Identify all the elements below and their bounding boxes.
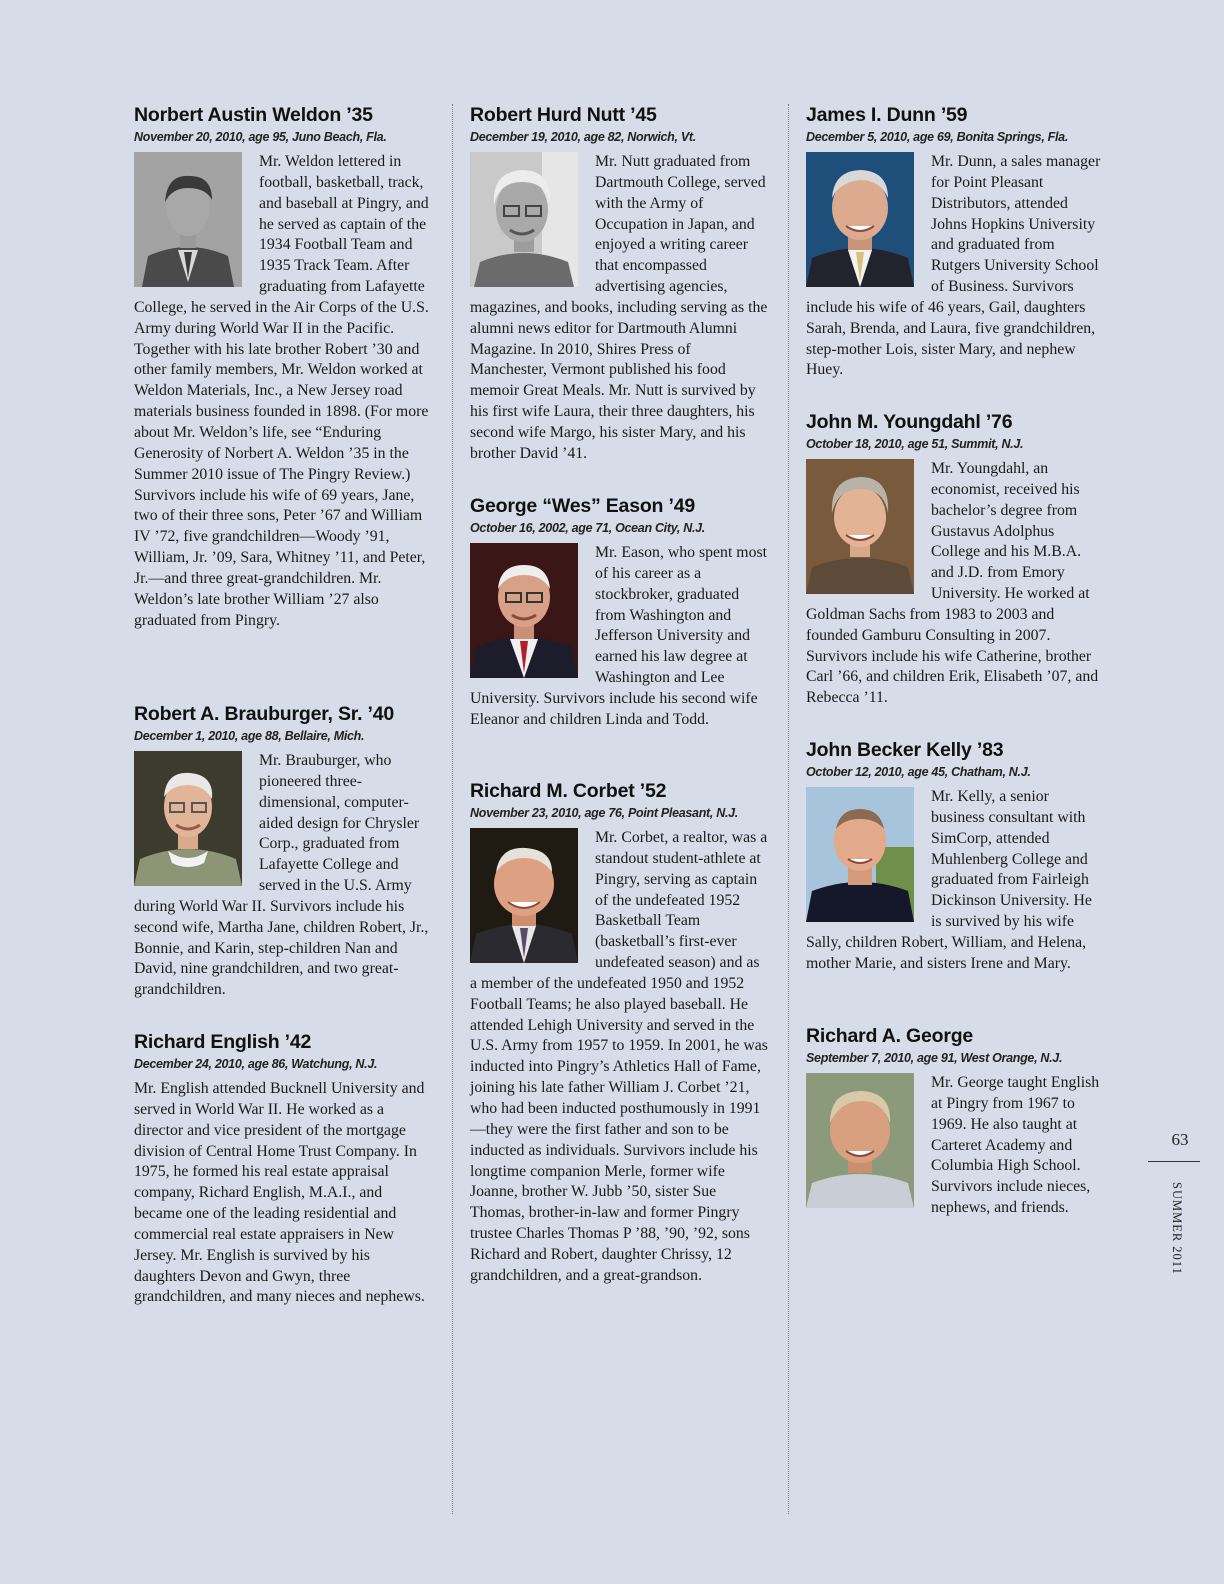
obituary-date-place: November 20, 2010, age 95, Juno Beach, Fla. [134, 130, 387, 144]
obituary-date-place: December 19, 2010, age 82, Norwich, Vt. [470, 130, 696, 144]
page-number: 63 [1171, 1130, 1189, 1149]
portrait-photo [134, 751, 242, 886]
obituary-entry [134, 104, 434, 631]
obituary-entry [806, 411, 1106, 709]
obituary-date-place: December 1, 2010, age 88, Bellaire, Mich. [134, 729, 365, 743]
portrait-photo [470, 152, 578, 287]
obituary-name: John Becker Kelly ’83 [806, 739, 1004, 761]
obituary-text: Mr. Dunn, a sales manager for Point Pleasant Distributors, attended Johns Hopkins University and graduated from Rutgers University School of Business. Survivors include his wife of 46 years, Gail, daughters Sarah, Brenda, and Laura, five grandchildren, step-mother Lois, sister Mary, and nephew Huey. [806, 153, 1101, 379]
page-number-rule [1148, 1161, 1200, 1162]
obituary-date-place: December 24, 2010, age 86, Watchung, N.J. [134, 1057, 378, 1071]
obituary-date-place: December 5, 2010, age 69, Bonita Springs, Fla. [806, 130, 1069, 144]
column-2 [470, 104, 770, 1284]
portrait-photo [806, 152, 914, 287]
obituary-entry [134, 703, 434, 1001]
obituary-date-place: October 12, 2010, age 45, Chatham, N.J. [806, 765, 1031, 779]
column-divider [788, 104, 789, 1514]
obituary-entry [806, 739, 1106, 975]
obituary-name: Robert A. Brauburger, Sr. ’40 [134, 703, 395, 725]
obituary-name: Robert Hurd Nutt ’45 [470, 104, 657, 126]
portrait-photo [806, 459, 914, 594]
obituary-text: Mr. Nutt graduated from Dartmouth College, served with the Army of Occupation in Japan, and enjoyed a writing career that encompassed advertising agencies, magazines, and books, including serving as the alumni news editor for Dartmouth Alumni Magazine. In 2010, Shires Press of Manchester, Vermont published his food memoir Great Meals. Mr. Nutt is survived by his first wife Laura, their three daughters, his second wife Margo, his sister Mary, and his brother David ’41. [470, 153, 768, 462]
column-divider [452, 104, 453, 1514]
obituary-entry [470, 780, 770, 1287]
obituary-date-place: November 23, 2010, age 76, Point Pleasant, N.J. [470, 806, 738, 820]
obituary-text: Mr. Corbet, a realtor, was a standout student-athlete at Pingry, serving as captain of the undefeated 1952 Basketball Team (basketball’s first-ever undefeated season) and as a member of the undefeated 1950 and 1952 Football Teams; he also played baseball. He attended Lehigh University and served in the U.S. Army from 1957 to 1959. In 2001, he was inducted into Pingry’s Athletics Hall of Fame, joining his late father William J. Corbet ’21, who had been inducted posthumously in 1991—they were the first father and son to be inducted as individuals. Survivors include his longtime companion Merle, former wife Joanne, brother W. Jubb ’50, sister Sue Thomas, brother-in-law and former Pingry trustee Charles Thomas P ’88, ’90, ’92, sons Richard and Robert, daughter Chrissy, 12 grandchildren, and a great-grandson. [470, 829, 768, 1284]
obituary-text: Mr. Eason, who spent most of his career as a stockbroker, graduated from Washington and Jefferson University and earned his law degree at Washington and Lee University. Survivors include his second wife Eleanor and children Linda and Todd. [470, 544, 768, 728]
obituary-name: Richard A. George [806, 1025, 974, 1047]
obituary-name: Richard English ’42 [134, 1031, 312, 1053]
obituary-entry [134, 1031, 434, 1308]
portrait-photo [470, 543, 578, 678]
portrait-photo [134, 152, 242, 287]
obituary-name: Norbert Austin Weldon ’35 [134, 104, 373, 126]
obituary-text: Mr. Weldon lettered in football, basketball, track, and baseball at Pingry, and he served as captain of the 1934 Football Team and 1935 Track Team. After graduating from Lafayette College, he served in the Air Corps of the U.S. Army during World War II in the Pacific. Together with his late brother Robert ’30 and other family members, Mr. Weldon worked at Weldon Materials, Inc., a New Jersey road materials business founded in 1898. (For more about Mr. Weldon’s life, see “Enduring Generosity of Norbert A. Weldon ’35 in the Summer 2010 issue of The Pingry Review.) Survivors include his wife of 69 years, Jane, two of their three sons, Peter ’67 and William IV ’72, five grandchildren—Woody ’91, William, Jr. ’09, Sara, Whitney ’11, and Peter, Jr.—and three great-grandchildren. Mr. Weldon’s late brother William ’27 also graduated from Pingry. [134, 153, 429, 629]
obituary-name: John M. Youngdahl ’76 [806, 411, 1013, 433]
obituary-name: Richard M. Corbet ’52 [470, 780, 667, 802]
obituary-entry [806, 104, 1106, 381]
obituary-entry [470, 104, 770, 465]
portrait-photo [806, 1073, 914, 1208]
obituary-text: Mr. George taught English at Pingry from 1967 to 1969. He also taught at Carteret Academy and Columbia High School. Survivors include nieces, nephews, and friends. [931, 1074, 1100, 1217]
portrait-photo [806, 787, 914, 922]
obituary-text: Mr. Kelly, a senior business consultant with SimCorp, attended Muhlenberg College and graduated from Fairleigh Dickinson University. He is survived by his wife Sally, children Robert, William, and Helena, mother Marie, and sisters Irene and Mary. [806, 788, 1092, 972]
issue-label: SUMMER 2011 [1170, 1182, 1184, 1275]
obituary-entry [806, 1025, 1106, 1219]
obituary-name: George “Wes” Eason ’49 [470, 495, 695, 517]
obituary-entry [470, 495, 770, 731]
obituary-name: James I. Dunn ’59 [806, 104, 968, 126]
obituary-text: Mr. English attended Bucknell University and served in World War II. He worked as a director and vice president of the mortgage division of Central Home Trust Company. In 1975, he formed his real estate appraisal company, Richard English, M.A.I., and became one of the leading residential and commercial real estate appraisers in New Jersey. Mr. English is survived by his daughters Devon and Gwyn, three grandchildren, and many nieces and nephews. [134, 1080, 425, 1306]
obituary-date-place: October 18, 2010, age 51, Summit, N.J. [806, 437, 1024, 451]
obituary-date-place: October 16, 2002, age 71, Ocean City, N.J. [470, 521, 705, 535]
obituary-text: Mr. Brauburger, who pioneered three-dimensional, computer-aided design for Chrysler Corp., graduated from Lafayette College and served in the U.S. Army during World War II. Survivors include his second wife, Martha Jane, children Robert, Jr., Bonnie, and Karin, step-children Nan and David, nine grandchildren, and two great-grandchildren. [134, 752, 429, 999]
portrait-photo [470, 828, 578, 963]
obituary-date-place: September 7, 2010, age 91, West Orange, N.J. [806, 1051, 1063, 1065]
obituary-text: Mr. Youngdahl, an economist, received his bachelor’s degree from Gustavus Adolphus College and his M.B.A. and J.D. from Emory University. He worked at Goldman Sachs from 1983 to 2003 and founded Gamburu Consulting in 2007. Survivors include his wife Catherine, brother Carl ’66, and children Erik, Elisabeth ’07, and Rebecca ’11. [806, 460, 1099, 707]
column-3 [806, 104, 1106, 1217]
column-1 [134, 104, 434, 1306]
